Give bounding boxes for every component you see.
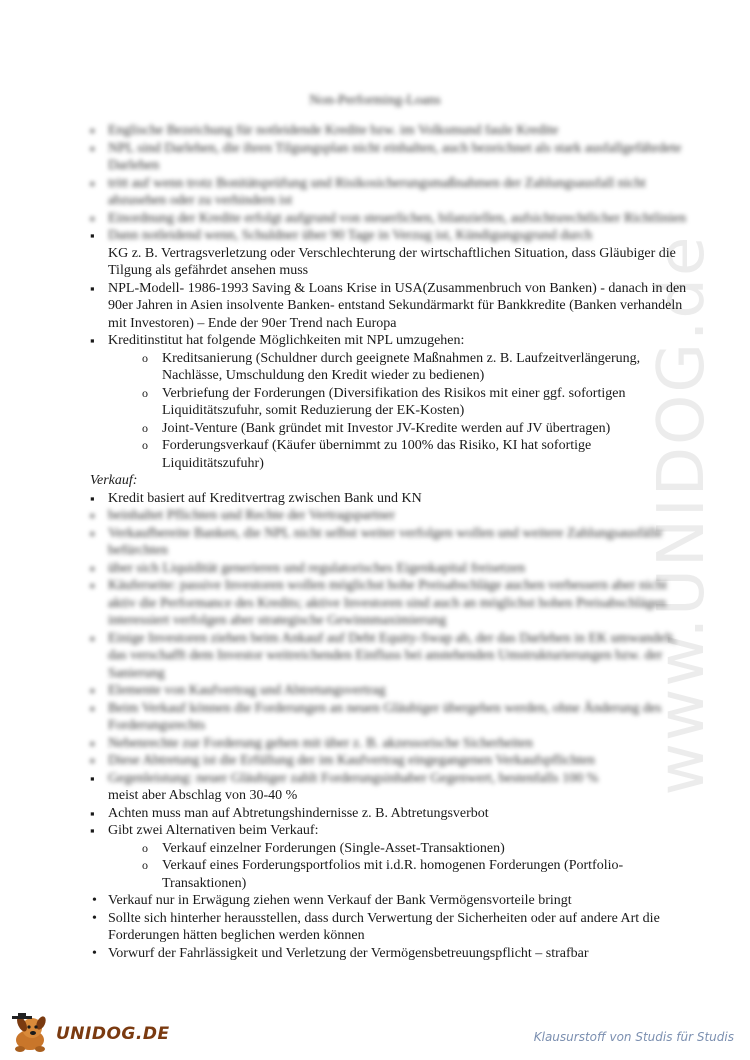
list-item: ▪ Kredit basiert auf Kreditvertrag zwischen Bank und KN <box>90 490 690 508</box>
verkauf-list <box>90 490 690 963</box>
continuation-text: meist aber Abschlag von 30-40 % <box>108 788 298 803</box>
alternatives-intro: ▪ Gibt zwei Alternativen beim Verkauf: <box>108 823 319 838</box>
list-item: ▪ beinhaltet Pflichten und Rechte der Vertragspartner <box>90 507 690 525</box>
list-item: • Vorwurf der Fahrlässigkeit und Verletzung der Vermögensbetreuungspflicht – strafbar <box>90 945 690 963</box>
alternative-item: o Verkauf einzelner Forderungen (Single-Asset-Transaktionen) <box>140 840 690 858</box>
document-title: Non-Performing-Loans <box>309 93 441 108</box>
alternatives-list <box>140 840 690 893</box>
option-item: o Joint-Venture (Bank gründet mit Investor JV-Kredite werden auf JV übertragen) <box>140 420 690 438</box>
list-item: ▪ Englische Bezeichung für notleidende Kredite bzw. im Volksmund faule Kredite <box>90 122 690 140</box>
list-item <box>90 332 690 472</box>
list-item: ▪ Einige Investoren ziehen beim Ankauf auf Debt Equity-Swap ab, der das Darlehen in EK umwandelt, das verschafft dem Investor weitreichenden Einfluss bei anstehenden Umstrukturierungen bzw. der Sanierung <box>90 630 690 683</box>
logo-text: UNIDOG.DE <box>56 1024 170 1044</box>
list-item: ▪ NPL-Modell- 1986-1993 Saving & Loans Krise in USA(Zusammenbruch von Banken) - danach in den 90er Jahren in Asien insolvente Banken- entstand Sekundärmarkt für Bankkredite (Banken verhandeln mit Investoren) – Ende der 90er Trend nach Europa <box>90 280 690 333</box>
list-item: ▪ Elemente von Kaufvertrag und Abtretungsvertrag <box>90 682 690 700</box>
option-item: o Verbriefung der Forderungen (Diversifikation des Risikos mit einer ggf. sofortigen Liquiditätszufuhr, somit Reduzierung der EK-Kosten) <box>140 385 690 420</box>
list-item: ▪ NPL sind Darlehen, die ihren Tilgungsplan nicht einhalten, auch bezeichnet als stark ausfallgefährdete Darlehen <box>90 140 690 175</box>
options-list <box>140 350 690 473</box>
list-item: ▪ über sich Liquidität generieren und regulatorisches Eigenkapital freisetzen <box>90 560 690 578</box>
watermark: www.UNIDOG.de <box>645 234 719 796</box>
list-item: ▪ Diese Abtretung ist die Erfüllung der im Kaufvertrag eingegangenen Verkaufspflichten <box>90 752 690 770</box>
list-item <box>90 227 690 280</box>
list-item: ▪ Einordnung der Kredite erfolgt aufgrund von steuerlichen, bilanziellen, aufsichtsrechtlicher Richtlinien <box>90 210 690 228</box>
blurred-line: ▪ Dann notleidend wenn, Schuldner über 90 Tage in Verzug ist, Kündigungsgrund durch <box>108 228 593 243</box>
unidog-logo[interactable] <box>8 1012 170 1054</box>
footer-tagline: Klausurstoff von Studis für Studis <box>533 1030 734 1044</box>
option-item: o Forderungsverkauf (Käufer übernimmt zu 100% das Risiko, KI hat sofortige Liquiditätszufuhr) <box>140 437 690 472</box>
list-item <box>90 770 690 805</box>
list-item: ▪ Beim Verkauf können die Forderungen an neuen Gläubiger übergehen werden, ohne Änderung des Forderungsrechts <box>90 700 690 735</box>
verkauf-heading: Verkauf: <box>90 473 138 488</box>
list-item <box>90 822 690 892</box>
list-item: ▪ Käuferseite: passive Investoren wollen möglichst hohe Preisabschläge auchen verbessern aber nicht aktiv die Performance des Kredits; aktive Investoren sind auch an möglichst hohen Preisabschlägen interessiert verfolgen aber strategische Gewinnmaximierung <box>90 577 690 630</box>
continuation-text: KG z. B. Vertragsverletzung oder Verschlechterung der wirtschaftlichen Situation, dass Gläubiger die Tilgung als gefährdet ansehen muss <box>108 245 676 278</box>
list-item: ▪ tritt auf wenn trotz Bonitätsprüfung und Risikosicherungsmaßnahmen der Zahlungsausfall nicht abzusehen oder zu verhindern ist <box>90 175 690 210</box>
option-item: o Kreditsanierung (Schuldner durch geeignete Maßnahmen z. B. Laufzeitverlängerung, Nachlässe, Umschuldung den Kredit wieder zu bedienen) <box>140 350 690 385</box>
list-item: • Verkauf nur in Erwägung ziehen wenn Verkauf der Bank Vermögensvorteile bringt <box>90 892 690 910</box>
options-intro: ▪ Kreditinstitut hat folgende Möglichkeiten mit NPL umzugehen: <box>108 333 465 348</box>
dog-mascot-icon <box>8 1012 54 1054</box>
blurred-line: ▪ Gegenleistung: neuer Gläubiger zahlt Forderungsinhaber Gegenwert, bestenfalls 100 % <box>108 770 599 786</box>
definition-list <box>90 122 690 472</box>
document-body <box>90 122 690 962</box>
list-item: • Sollte sich hinterher herausstellen, dass durch Verwertung der Sicherheiten oder auf andere Art die Forderungen hätten beglichen werden können <box>90 910 690 945</box>
list-item: ▪ Nebenrechte zur Forderung gehen mit über z. B. akzessorische Sicherheiten <box>90 735 690 753</box>
list-item: ▪ Verkaufbereite Banken, die NPL nicht selbst weiter verfolgen wollen und weitere Zahlungsausfälle befürchten <box>90 525 690 560</box>
alternative-item: o Verkauf eines Forderungsportfolios mit i.d.R. homogenen Forderungen (Portfolio-Transaktionen) <box>140 857 690 892</box>
list-item: ▪ Achten muss man auf Abtretungshindernisse z. B. Abtretungsverbot <box>90 805 690 823</box>
